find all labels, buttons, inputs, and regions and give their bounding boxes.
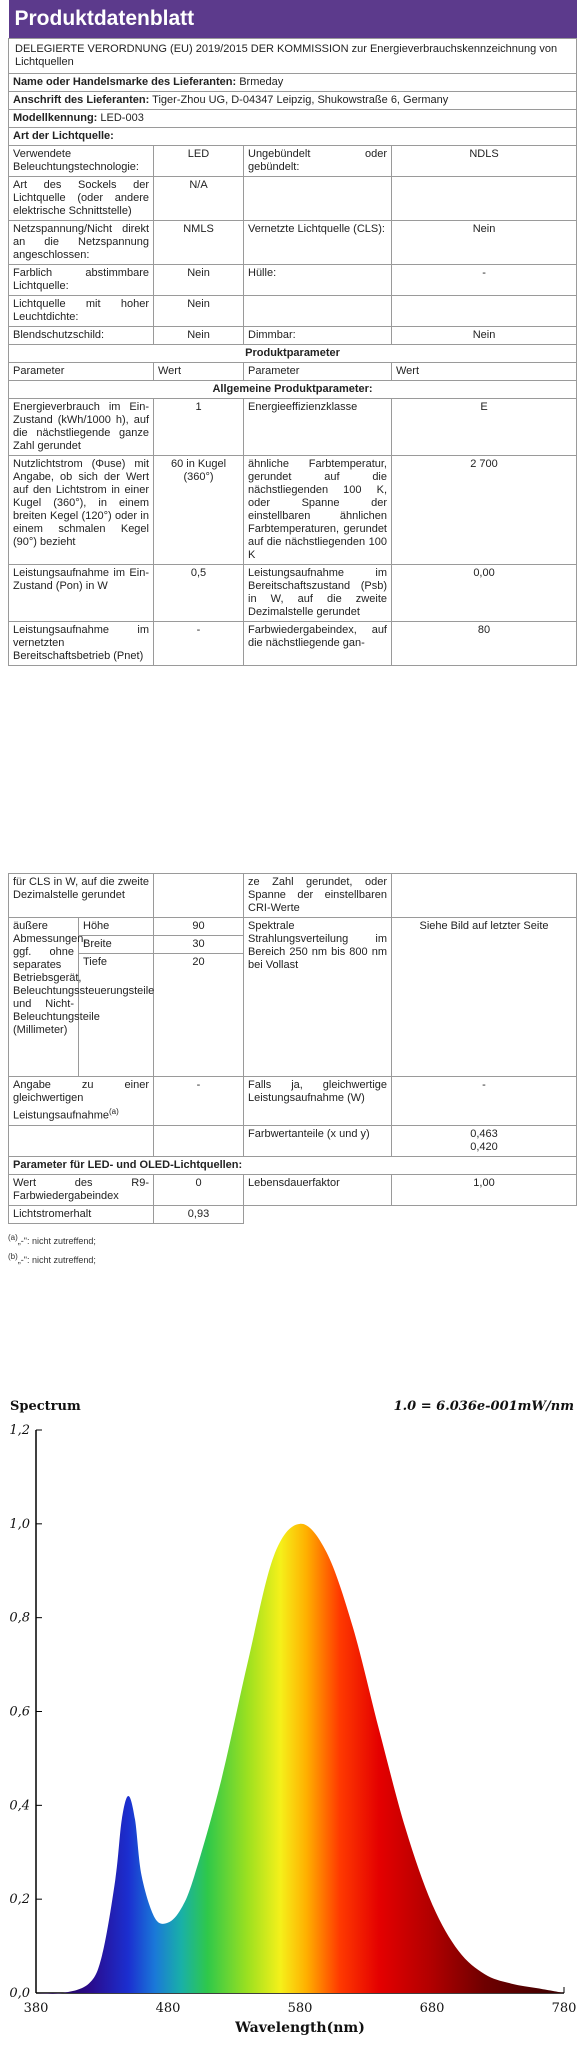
envelope-value: - [392, 265, 577, 296]
cct-value: 2 700 [392, 456, 577, 565]
r9-value: 0 [154, 1174, 244, 1205]
cri-value: 80 [392, 622, 577, 666]
x-tick-label: 680 [419, 2001, 445, 2016]
survival-label: Lebensdauerfaktor [244, 1174, 392, 1205]
dimmable-label: Dimmbar: [244, 327, 392, 345]
antiglare-label: Blendschutzschild: [9, 327, 154, 345]
param-header: Parameter [244, 363, 392, 381]
led-params-heading: Parameter für LED- und OLED-Lichtquellen: [9, 1156, 577, 1174]
supplier-name: Brmeday [239, 76, 284, 88]
scale-note: 1.0 = 6.036e-001mW/nm [393, 1399, 574, 1414]
energy-class-label: Energieeffizienzklasse [244, 399, 392, 456]
high-luminance-value: Nein [154, 296, 244, 327]
cap-value: N/A [154, 177, 244, 221]
model-id: LED-003 [100, 112, 144, 124]
energy-on-value: 1 [154, 399, 244, 456]
x-tick-label: 380 [23, 2001, 49, 2016]
p-net-label: Leistungsaufnahme im vernetzten Bereitschaftsbetrieb (Pnet) [9, 622, 154, 666]
y-tick-label: 0,8 [9, 1610, 30, 1626]
antiglare-value: Nein [154, 327, 244, 345]
y-tick-label: 1,0 [9, 1516, 30, 1532]
maintenance-value: 0,93 [154, 1205, 244, 1223]
p-on-label: Leistungsaufnahme im Ein-Zustand (Pon) in W [9, 565, 154, 622]
light-source-heading: Art der Lichtquelle: [9, 128, 577, 146]
footnotes [8, 1230, 576, 1268]
width-label: Breite [79, 936, 154, 954]
chroma-values: 0,463 0,420 [392, 1125, 577, 1156]
datasheet-part-2 [8, 873, 576, 1268]
equiv-w-label: Falls ja, gleichwertige Leistungsaufnahme (W) [244, 1077, 392, 1126]
p-net-continued: für CLS in W, auf die zweite Dezimalstelle gerundet [9, 874, 154, 918]
flux-label: Nutzlichtstrom (Φuse) mit Angabe, ob sich der Wert auf den Lichtstrom in einer Kugel (360°), in einem breiten Kegel (120°) oder in einem schmalen Kegel (90°) bezieht [9, 456, 154, 565]
depth-label: Tiefe [79, 954, 154, 1077]
address-row: Anschrift des Lieferanten: Tiger-Zhou UG, D-04347 Leipzig, Shukowstraße 6, Germany [9, 92, 577, 110]
maintenance-label: Lichtstromerhalt [9, 1205, 154, 1223]
tunable-value: Nein [154, 265, 244, 296]
r9-label: Wert des R9-Farbwiedergabeindex [9, 1174, 154, 1205]
cri-label: Farbwiedergabeindex, auf die nächstliegende gan- [244, 622, 392, 666]
survival-value: 1,00 [392, 1174, 577, 1205]
envelope-label: Hülle: [244, 265, 392, 296]
footnote-a: $^{(a)}$„-": nicht zutreffend; [8, 1232, 96, 1246]
page-title: Produktdatenblatt [9, 0, 577, 38]
product-params-heading: Produktparameter [9, 345, 577, 363]
x-tick-label: 780 [551, 2001, 577, 2016]
model-row: Modellkennung: LED-003 [9, 110, 577, 128]
energy-on-label: Energieverbrauch im Ein-Zustand (kWh/1000 h), auf die nächstliegende ganze Zahl gerundet [9, 399, 154, 456]
tech-label: Verwendete Beleuchtungstechnologie: [9, 146, 154, 177]
equiv-w-value: - [392, 1077, 577, 1126]
value-header: Wert [392, 363, 577, 381]
y-tick-label: 0,6 [9, 1704, 30, 1720]
cls-label: Vernetzte Lichtquelle (CLS): [244, 221, 392, 265]
width-value: 30 [154, 936, 244, 954]
spectrum-area [36, 1524, 564, 1994]
x-tick-label: 480 [155, 2001, 181, 2016]
spectrum-label: Spektrale Strahlungsverteilung im Bereich 250 nm bis 800 nm bei Vollast [244, 918, 392, 1077]
high-luminance-label: Lichtquelle mit hoher Leuchtdichte: [9, 296, 154, 327]
supplier-row: Name oder Handelsmarke des Lieferanten: Brmeday [9, 74, 577, 92]
cct-label: ähnliche Farbtemperatur, gerundet auf die nächstliegenden 100 K, oder Spanne der einstellbaren ähnlichen Farbtemperaturen, gerundet auf die nächstliegenden 100 K [244, 456, 392, 565]
value-header: Wert [154, 363, 244, 381]
footnote-b: $^{(b)}$„-": nicht zutreffend; [8, 1251, 96, 1265]
mains-value: NMLS [154, 221, 244, 265]
param-header: Parameter [9, 363, 154, 381]
p-net-value: - [154, 622, 244, 666]
supplier-address: Tiger-Zhou UG, D-04347 Leipzig, Shukowstraße 6, Germany [152, 94, 449, 106]
ndls-value: NDLS [392, 146, 577, 177]
chart-title: Spectrum [10, 1399, 81, 1414]
x-axis-label: Wavelength(nm) [235, 2020, 365, 2036]
energy-class-value: E [392, 399, 577, 456]
height-value: 90 [154, 918, 244, 936]
cls-value: Nein [392, 221, 577, 265]
dimmable-value: Nein [392, 327, 577, 345]
spectrum-chart [4, 1388, 581, 2044]
p-sb-label: Leistungsaufnahme im Bereitschaftszustand (Psb) in W, auf die zweite Dezimalstelle gerundet [244, 565, 392, 622]
dimensions-label: äußere Abmessungen, ggf. ohne separates Betriebsgerät, Beleuchtungssteuerungsteile und Nicht-Beleuchtungsteile (Millimeter) [9, 918, 79, 1077]
equiv-value: - [154, 1077, 244, 1126]
mains-label: Netzspannung/Nicht direkt an die Netzspannung angeschlossen: [9, 221, 154, 265]
datasheet-part-1 [8, 0, 576, 666]
y-tick-label: 1,2 [9, 1423, 30, 1438]
ndls-label: Ungebündelt oder gebündelt: [244, 146, 392, 177]
regulation-text: DELEGIERTE VERORDNUNG (EU) 2019/2015 DER KOMMISSION zur Energieverbrauchskennzeichnung von Lichtquellen [9, 39, 577, 74]
p-sb-value: 0,00 [392, 565, 577, 622]
depth-value: 20 [154, 954, 244, 1077]
cri-continued: ze Zahl gerundet, oder Spanne der einstellbaren CRI-Werte [244, 874, 392, 918]
tunable-label: Farblich abstimmbare Lichtquelle: [9, 265, 154, 296]
y-tick-label: 0,2 [9, 1892, 30, 1908]
tech-value: LED [154, 146, 244, 177]
general-params-heading: Allgemeine Produktparameter: [9, 381, 577, 399]
y-tick-label: 0,4 [9, 1798, 30, 1814]
flux-value: 60 in Kugel (360°) [154, 456, 244, 565]
height-label: Höhe [79, 918, 154, 936]
equiv-label: Angabe zu einer gleichwertigen Leistungsaufnahme$^{(a)}$ [9, 1077, 154, 1126]
x-tick-label: 580 [287, 2001, 313, 2016]
p-on-value: 0,5 [154, 565, 244, 622]
y-tick-label: 0,0 [9, 1986, 30, 2001]
chroma-label: Farbwertanteile (x und y) [244, 1125, 392, 1156]
spectrum-value: Siehe Bild auf letzter Seite [392, 918, 577, 1077]
cap-label: Art des Sockels der Lichtquelle (oder andere elektrische Schnittstelle) [9, 177, 154, 221]
